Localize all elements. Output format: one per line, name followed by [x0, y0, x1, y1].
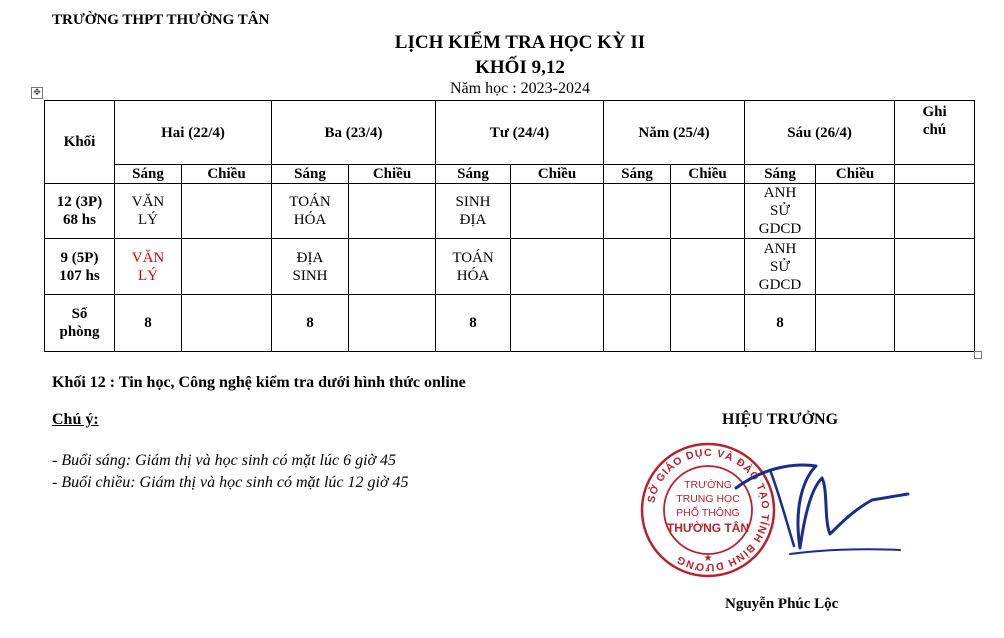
subject: SỬ: [770, 258, 791, 275]
stamp-line: TRƯỜNG: [684, 479, 732, 491]
stamp-star-icon: ★: [703, 553, 713, 564]
attention-heading: Chú ý:: [52, 411, 99, 428]
note-cell: [895, 295, 975, 352]
room-count: [182, 295, 272, 352]
room-count: [816, 295, 895, 352]
subject: SINH: [292, 267, 328, 284]
rooms-label-cell: [45, 295, 115, 352]
stamp-line: PHỔ THÔNG: [676, 507, 740, 519]
subject-cell: [436, 184, 511, 239]
subject: ANH: [763, 185, 797, 201]
table-row-grade-9: [45, 239, 975, 295]
session-morning: Sáng: [745, 165, 816, 184]
table-resize-icon[interactable]: [974, 351, 982, 359]
room-count: [511, 295, 604, 352]
subject: SINH: [455, 194, 491, 210]
document-title: LỊCH KIỂM TRA HỌC KỲ II: [394, 32, 646, 53]
subject-cell: [511, 239, 604, 295]
subject-cell: [745, 239, 816, 295]
subject-cell: [349, 184, 436, 239]
session-morning: Sáng: [272, 165, 349, 184]
subject: ĐỊA: [459, 212, 487, 228]
session-afternoon: Chiều: [511, 165, 604, 184]
principal-name: Nguyễn Phúc Lộc: [725, 596, 839, 612]
subject-cell: [436, 239, 511, 295]
subject-cell: [272, 239, 349, 295]
exam-schedule-table: [44, 100, 975, 352]
header-grade: Khối: [45, 101, 115, 184]
grade-label: 9 (5P): [60, 249, 99, 266]
rooms-label: Số: [71, 306, 88, 322]
day-header: Năm (25/4): [604, 101, 745, 165]
subject: ANH: [763, 240, 797, 257]
subject-cell: [671, 239, 745, 295]
day-header: Sáu (26/4): [745, 101, 895, 165]
rooms-label: phòng: [59, 324, 100, 340]
school-name: TRƯỜNG THPT THƯỜNG TÂN: [52, 12, 270, 28]
header-note: [895, 101, 975, 165]
handwritten-signature: [730, 450, 910, 560]
table-row-rooms: [45, 295, 975, 352]
subject: VĂN: [131, 249, 165, 266]
subject: GDCD: [758, 276, 802, 293]
session-afternoon: Chiều: [182, 165, 272, 184]
subject: GDCD: [758, 221, 802, 237]
subject-cell: [349, 239, 436, 295]
subject-cell: [604, 184, 671, 239]
subject-cell: [272, 184, 349, 239]
session-afternoon: Chiều: [671, 165, 745, 184]
afternoon-note: - Buổi chiều: Giám thị và học sinh có mặt lúc 12 giờ 45: [52, 474, 409, 491]
grade-cell: [45, 184, 115, 239]
morning-note: - Buổi sáng: Giám thị và học sinh có mặt lúc 6 giờ 45: [52, 452, 397, 469]
room-count: [349, 295, 436, 352]
subject-cell: [511, 184, 604, 239]
session-morning: Sáng: [436, 165, 511, 184]
room-count: 8: [436, 295, 511, 352]
room-count: 8: [115, 295, 182, 352]
subject-cell: [745, 184, 816, 239]
school-year: Năm học : 2023-2024: [450, 80, 590, 97]
room-count: [671, 295, 745, 352]
header-note-label: Ghi chú: [922, 104, 947, 138]
subject: TOÁN: [289, 194, 331, 210]
student-count: 68 hs: [63, 212, 96, 228]
table-move-icon[interactable]: ✥: [31, 87, 43, 99]
session-morning: Sáng: [115, 165, 182, 184]
room-count: 8: [745, 295, 816, 352]
grade-label: 12 (3P): [56, 194, 103, 210]
subject-cell: [816, 239, 895, 295]
online-note: Khối 12 : Tin học, Công nghệ kiểm tra dưới hình thức online: [52, 374, 466, 391]
subject: HÓA: [456, 267, 490, 284]
stamp-ring-text: SỞ GIÁO DỤC VÀ ĐÀO TẠO TỈNH BÌNH DƯƠNG: [645, 446, 772, 574]
day-header: Hai (22/4): [115, 101, 272, 165]
note-cell: [895, 165, 975, 184]
student-count: 107 hs: [59, 267, 100, 284]
subject: SỬ: [770, 203, 791, 219]
subject: HÓA: [293, 212, 327, 228]
note-cell: [895, 239, 975, 295]
grade-heading: KHỐI 9,12: [475, 57, 565, 78]
subject: ĐỊA: [296, 249, 324, 266]
session-afternoon: Chiều: [349, 165, 436, 184]
subject: TOÁN: [452, 249, 494, 266]
stamp-line: THƯỜNG TÂN: [666, 521, 750, 535]
room-count: [604, 295, 671, 352]
principal-title: HIỆU TRƯỞNG: [722, 411, 839, 428]
note-cell: [895, 184, 975, 239]
subject: LÝ: [138, 212, 158, 228]
subject-cell: [182, 184, 272, 239]
subject-cell: [671, 184, 745, 239]
subject-cell: [816, 184, 895, 239]
subject-cell: [182, 239, 272, 295]
subject: VĂN: [131, 194, 165, 210]
grade-cell: [45, 239, 115, 295]
subject-cell: [115, 239, 182, 295]
stamp-line: TRUNG HỌC: [676, 493, 740, 505]
subject-cell: [115, 184, 182, 239]
session-morning: Sáng: [604, 165, 671, 184]
day-header: Ba (23/4): [272, 101, 436, 165]
subject: LÝ: [138, 267, 158, 284]
day-header: Tư (24/4): [436, 101, 604, 165]
session-afternoon: Chiều: [816, 165, 895, 184]
table-row-grade-12: [45, 184, 975, 239]
subject-cell: [604, 239, 671, 295]
room-count: 8: [272, 295, 349, 352]
